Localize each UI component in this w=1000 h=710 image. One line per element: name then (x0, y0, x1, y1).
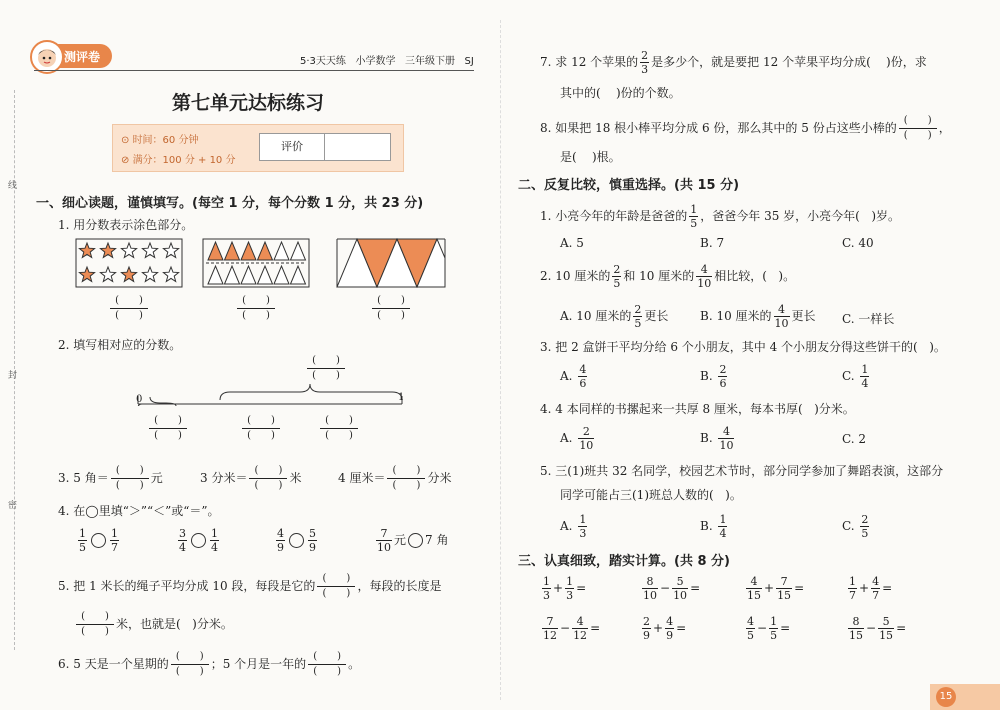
section3-title: 三、认真细致，踏实计算。(共 8 分) (518, 554, 730, 569)
star-shape (163, 243, 178, 258)
question-1-3: 3. 5 角＝ ( ) ( ) 元 (58, 465, 163, 491)
question-1-2: 2. 填写相对应的分数。 (58, 338, 182, 352)
edition-name: SJ (464, 56, 474, 67)
option-b[interactable]: B. 10 厘米的 $\frac{4}{10}$ 更长 (700, 303, 816, 330)
full-score: ⊘ 满分：100 分 + 10 分 (121, 155, 236, 166)
triangle-figure (202, 238, 310, 292)
question-1-8-cont: 是( )根。 (560, 150, 621, 164)
answer-blank[interactable]: ( ) ( ) (320, 416, 358, 441)
star-shape (121, 267, 136, 282)
series-name: 5·3天天练 (300, 56, 346, 67)
star-shape (121, 243, 136, 258)
calculation-item[interactable]: $\frac{1}{3}$ + $\frac{1}{3}$ = (543, 575, 587, 602)
page-number: 15 (936, 687, 956, 707)
star-shape (100, 243, 115, 258)
question-1-3c: 4 厘米＝ ( ) ( ) 分米 (338, 465, 452, 491)
option-c[interactable]: C. $\frac{1}{4}$ (842, 363, 869, 390)
calculation-item[interactable]: $\frac{4}{5}$ − $\frac{1}{5}$ = (747, 615, 791, 642)
option-a[interactable]: A. 10 厘米的 $\frac{2}{5}$ 更长 (560, 303, 669, 330)
answer-blank[interactable]: ( ) ( ) (372, 296, 410, 321)
compare-item: $\frac{4}{9}$ $\frac{5}{9}$ (277, 527, 316, 554)
question-1-7-cont: 其中的( )份的个数。 (560, 86, 681, 100)
star-shape (100, 267, 115, 282)
option-b[interactable]: B. 7 (700, 236, 725, 250)
section2-title: 二、反复比较，慎重选择。(共 15 分) (518, 178, 740, 193)
question-1-7: 7. 求 12 个苹果的 $\frac{2}{3}$ 是多少个，就是要把 12 个苹果平均分成( )份，求 (540, 49, 927, 76)
evaluation-field[interactable] (325, 134, 390, 160)
triangle-shape (225, 242, 240, 260)
question-1-5-cont: ( ) ( ) 米，也就是( )分米。 (74, 612, 233, 637)
triangle-shape (291, 266, 306, 284)
question-2-3: 3. 把 2 盒饼干平均分给 6 个小朋友，其中 4 个小朋友分得这些饼干的( )。 (540, 340, 946, 354)
triangle-shape (291, 242, 306, 260)
mascot-icon (30, 40, 64, 74)
page-title: 第七单元达标练习 (172, 92, 325, 114)
option-a[interactable]: A. 5 (560, 236, 584, 250)
calculation-item[interactable]: $\frac{1}{7}$ + $\frac{4}{7}$ = (849, 575, 893, 602)
question-1-5: 5. 把 1 米长的绳子平均分成 10 段，每段是它的 ( ) ( ) ，每段的长度是 (58, 573, 442, 599)
answer-blank[interactable]: ( ) ( ) (308, 652, 346, 677)
triangle-shape (258, 266, 273, 284)
answer-blank[interactable]: ( ) ( ) (899, 116, 937, 141)
answer-blank[interactable]: ( ) ( ) (307, 356, 345, 381)
question-1-1: 1. 用分数表示涂色部分。 (58, 218, 194, 232)
question-2-5-cont: 同学可能占三(1)班总人数的( )。 (560, 488, 742, 502)
answer-blank[interactable]: ( ) ( ) (111, 466, 149, 491)
calculation-item[interactable]: $\frac{2}{9}$ + $\frac{4}{9}$ = (643, 615, 687, 642)
triangle-shape (225, 266, 240, 284)
triangle-shape (274, 266, 289, 284)
question-2-5: 5. 三(1)班共 32 名同学，校园艺术节时，部分同学参加了舞蹈表演，这部分 (540, 464, 944, 478)
answer-blank[interactable]: ( ) ( ) (387, 466, 425, 491)
triangle-shape (241, 266, 256, 284)
subject-name: 小学数学 (355, 56, 396, 67)
triangle-shape (208, 242, 223, 260)
star-shape (79, 267, 94, 282)
compare-item: $\frac{7}{10}$ 元 7 角 (377, 527, 449, 554)
option-a[interactable]: A. $\frac{4}{6}$ (560, 363, 587, 390)
option-c[interactable]: C. 40 (842, 236, 874, 250)
compare-item: $\frac{1}{5}$ $\frac{1}{7}$ (79, 527, 118, 554)
calculation-item[interactable]: $\frac{8}{15}$ − $\frac{5}{15}$ = (849, 615, 907, 642)
option-b[interactable]: B. $\frac{4}{10}$ (700, 425, 734, 452)
margin-label-secret: 密 (6, 500, 16, 509)
answer-blank[interactable]: ( ) ( ) (242, 416, 280, 441)
question-2-2: 2. 10 厘米的 $\frac{2}{5}$ 和 10 厘米的 $\frac{4}{10}$ 相比较，( )。 (540, 263, 796, 290)
page-number-bar (930, 684, 1000, 710)
clock-icon: ⊙ (121, 135, 133, 146)
check-icon: ⊘ (121, 155, 133, 166)
star-figure (75, 238, 183, 292)
triangle-shape (241, 242, 256, 260)
answer-blank[interactable]: ( ) ( ) (110, 296, 148, 321)
question-2-1: 1. 小亮今年的年龄是爸爸的 $\frac{1}{5}$ ，爸爸今年 35 岁，小亮今年( )岁。 (540, 203, 900, 230)
triangle-shape (208, 266, 223, 284)
compare-item: $\frac{3}{4}$ $\frac{1}{4}$ (179, 527, 218, 554)
answer-blank[interactable]: ( ) ( ) (76, 612, 114, 637)
star-shape (79, 243, 94, 258)
grade-name: 三年级下册 (405, 56, 455, 67)
time-limit: ⊙ 时间：60 分钟 (121, 135, 199, 146)
question-1-4: 4. 在◯里填“＞”“＜”或“＝”。 (58, 504, 220, 518)
option-a[interactable]: A. $\frac{2}{10}$ (560, 425, 594, 452)
triangle-shape (274, 242, 289, 260)
question-1-3b: 3 分米＝ ( ) ( ) 米 (200, 465, 302, 491)
number-line-one: 1 (398, 392, 405, 403)
calculation-item[interactable]: $\frac{7}{12}$ − $\frac{4}{12}$ = (543, 615, 601, 642)
book-header (300, 52, 474, 67)
question-2-4: 4. 4 本同样的书摞起来一共厚 8 厘米，每本书厚( )分米。 (540, 402, 855, 416)
star-shape (142, 267, 157, 282)
section1-title: 一、细心读题，谨慎填写。(每空 1 分，每个分数 1 分，共 23 分) (36, 196, 424, 211)
option-a[interactable]: A. $\frac{1}{3}$ (560, 513, 587, 540)
evaluation-label: 评价 (260, 134, 325, 160)
star-shape (163, 267, 178, 282)
star-shape (142, 243, 157, 258)
compare-circle[interactable] (289, 533, 304, 548)
badge-text: 测评卷 (64, 50, 101, 64)
number-line-zero: 0 (136, 394, 143, 405)
triangle-shape (258, 242, 273, 260)
big-triangle-figure (335, 238, 447, 292)
answer-blank[interactable]: ( ) ( ) (317, 574, 355, 599)
answer-blank[interactable]: ( ) ( ) (237, 296, 275, 321)
number-line (130, 356, 420, 410)
option-c[interactable]: C. 一样长 (842, 312, 895, 326)
page-divider (500, 20, 501, 700)
calculation-item[interactable]: $\frac{4}{15}$ + $\frac{7}{15}$ = (747, 575, 805, 602)
info-box (112, 124, 404, 172)
compare-circle[interactable] (91, 533, 106, 548)
margin-label-line: 线 (6, 180, 16, 189)
option-c[interactable]: C. $\frac{2}{5}$ (842, 513, 869, 540)
question-1-6: 6. 5 天是一个星期的 ( ) ( ) ；5 个月是一年的 ( ) ( ) 。 (58, 651, 361, 677)
answer-blank[interactable]: ( ) ( ) (249, 466, 287, 491)
option-b[interactable]: B. $\frac{2}{6}$ (700, 363, 727, 390)
option-c[interactable]: C. 2 (842, 432, 867, 446)
answer-blank[interactable]: ( ) ( ) (171, 652, 209, 677)
test-badge (34, 44, 112, 68)
answer-blank[interactable]: ( ) ( ) (149, 416, 187, 441)
calculation-item[interactable]: $\frac{8}{10}$ − $\frac{5}{10}$ = (643, 575, 701, 602)
compare-circle[interactable] (408, 533, 423, 548)
margin-label-seal: 封 (6, 370, 16, 379)
question-1-8: 8. 如果把 18 根小棒平均分成 6 份，那么其中的 5 份占这些小棒的 ( ) ( ) ， (540, 115, 951, 141)
evaluation-table (259, 133, 391, 161)
compare-circle[interactable] (191, 533, 206, 548)
option-b[interactable]: B. $\frac{1}{4}$ (700, 513, 727, 540)
header-rule (34, 70, 474, 71)
